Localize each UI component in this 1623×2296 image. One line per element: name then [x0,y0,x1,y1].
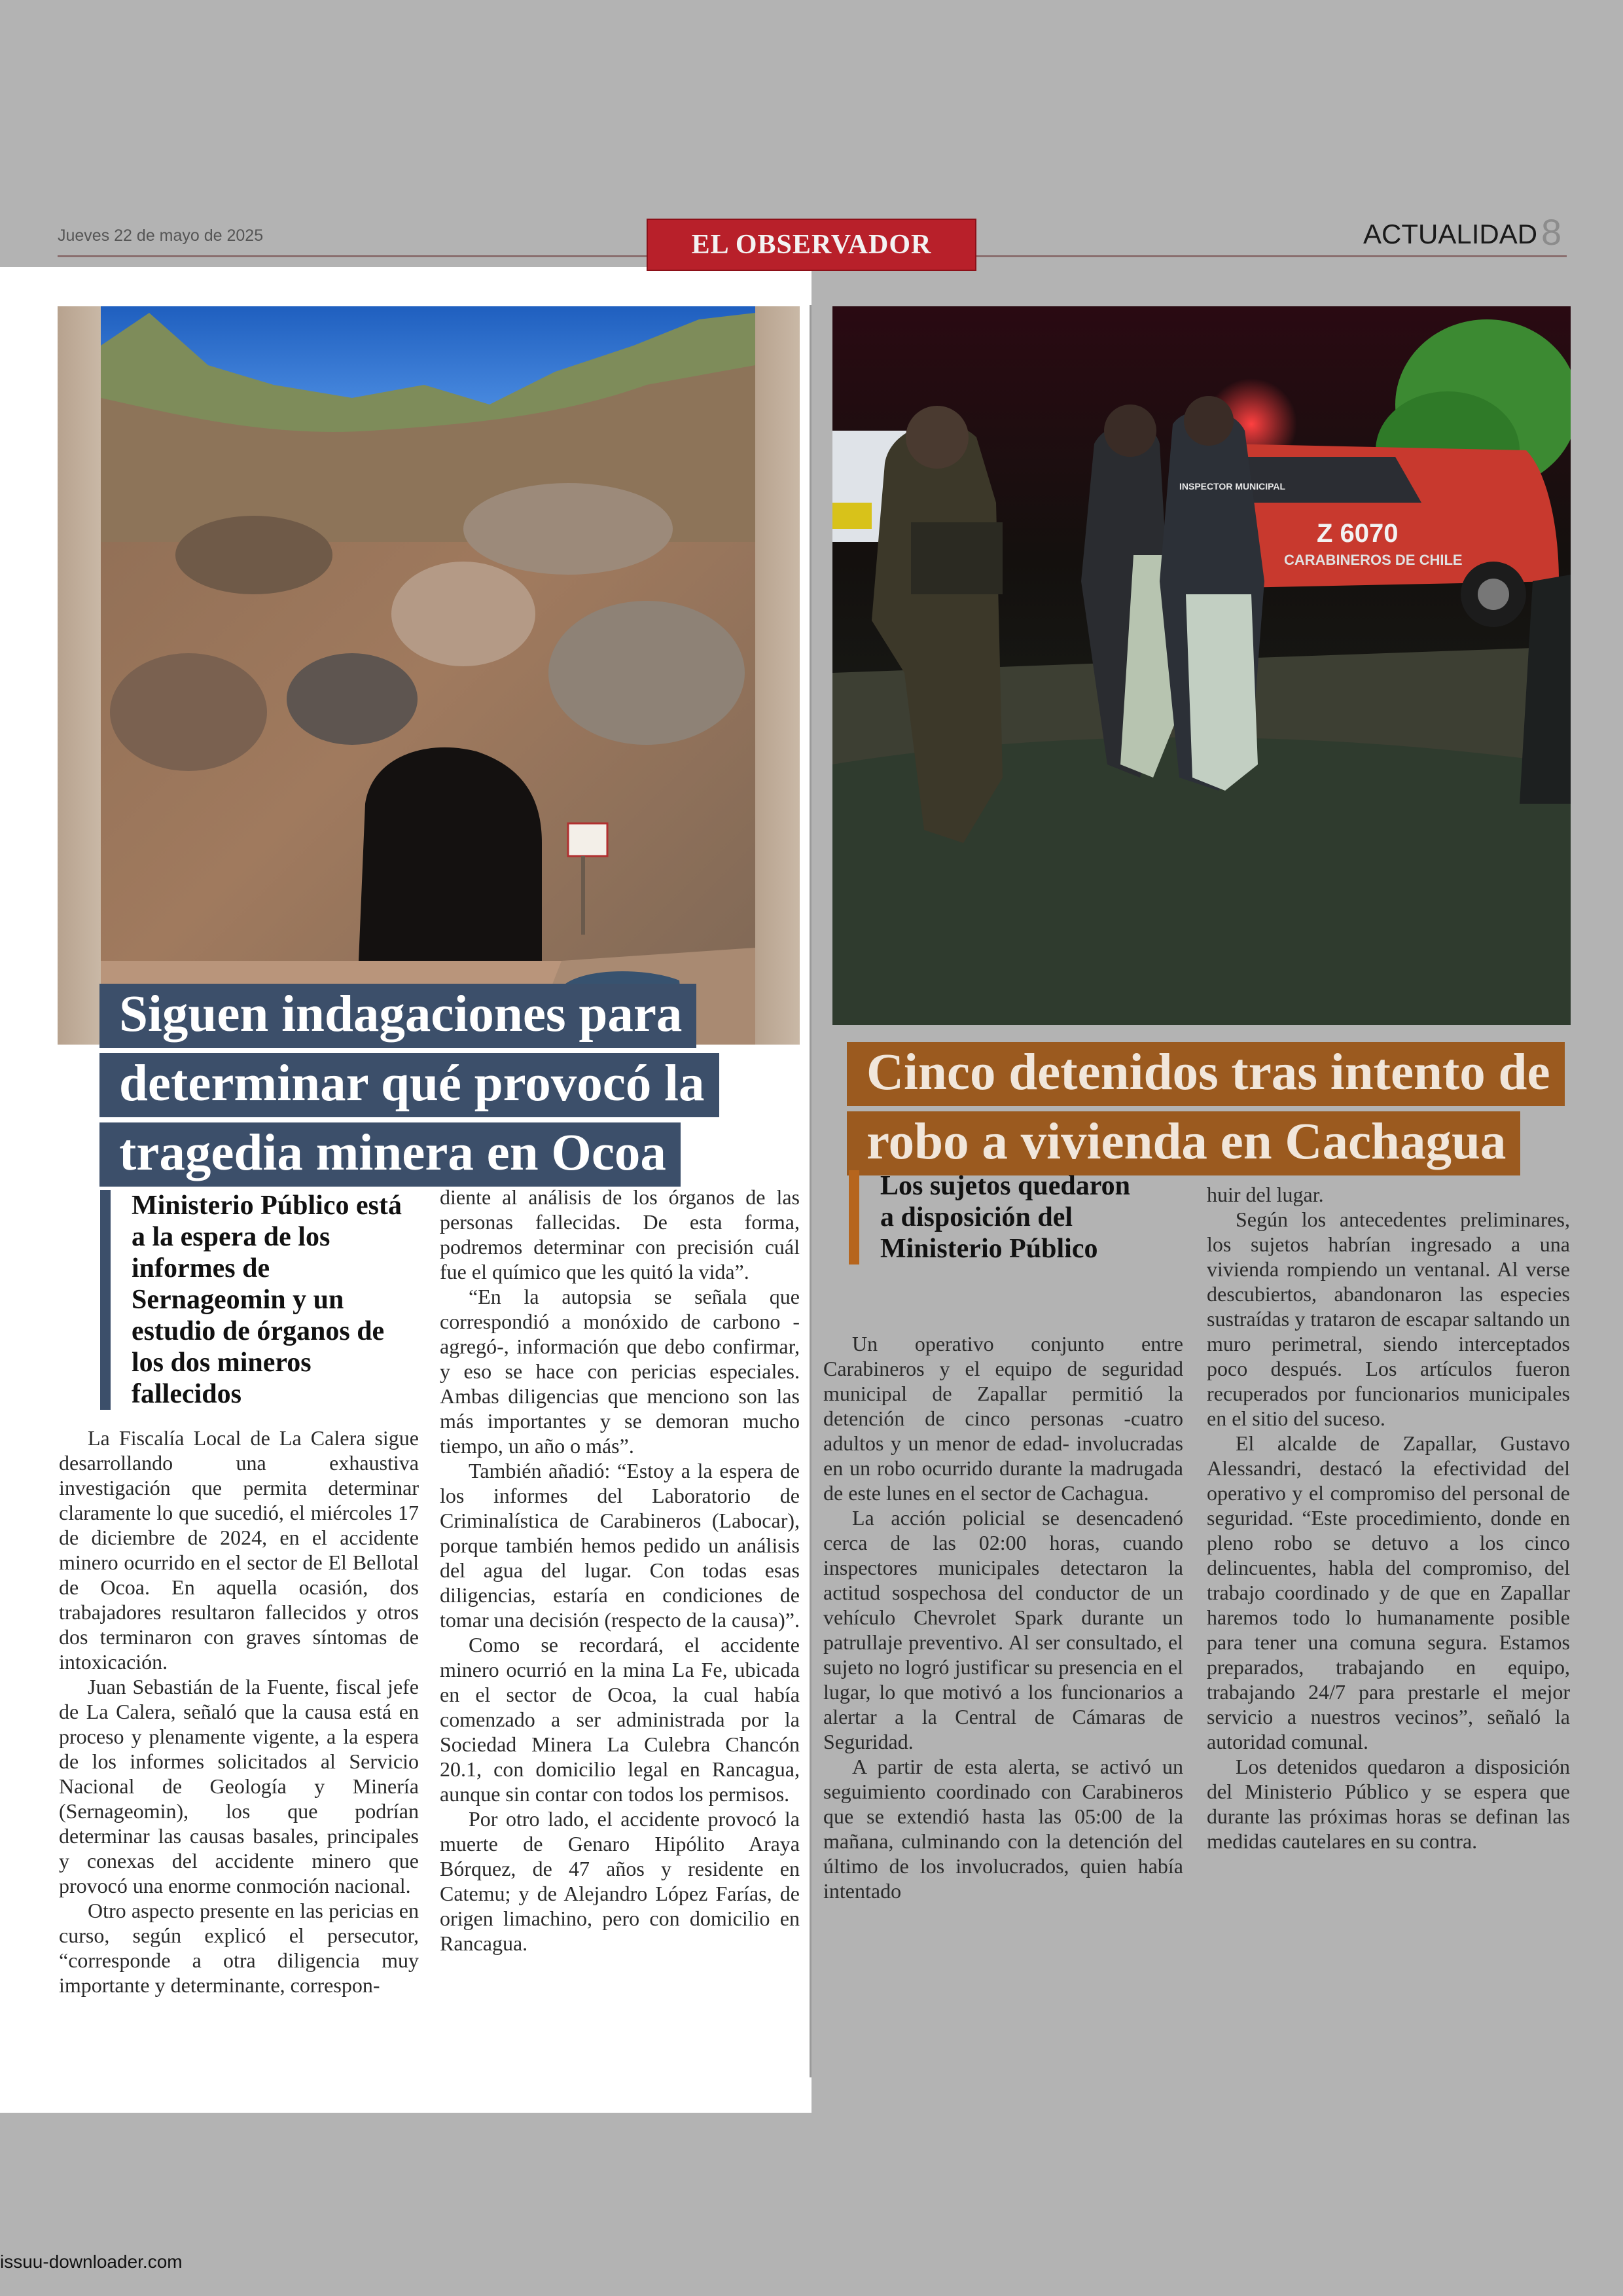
right-headline-line-1: Cinco detenidos tras intento de [847,1042,1565,1106]
paragraph: Otro aspecto presente en las pericias en curso, según explicó el persecutor, “corresponde a otra diligencia muy importante y determinante, correspon- [59,1899,419,1997]
page-number: 8 [1541,211,1562,253]
police-operation-photo [832,306,1571,1025]
paragraph: diente al análisis de los órganos de las personas fallecidas. De esta forma, podremos determinar con precisión cuál fue el químico que les quitó la vida”. [440,1185,800,1283]
right-article-column-2 [1207,1182,1570,1854]
paragraph: huir del lugar. [1207,1183,1324,1206]
left-headline-line-1: Siguen indagaciones para [99,984,696,1048]
mine-entrance-photo [58,306,800,1045]
vehicle-door-text: CARABINEROS DE CHILE [1284,552,1463,568]
right-headline [847,1042,1565,1181]
paragraph: La acción policial se desencadenó cerca de las 02:00 horas, cuando inspectores municipales detectaron la actitud sospechosa del conductor de un vehículo Chevrolet Spark durante un patrullaje preventivo. Al ser consultado, el sujeto no logró justificar su presencia en el lugar, lo que motivó a los funcionarios a alertar a la Central de Cámaras de Seguridad. [823,1506,1183,1753]
paragraph: Como se recordará, el accidente minero ocurrió en la mina La Fe, ubicada en el sector de Ocoa, la cual había comenzado a ser administrada por la Sociedad Minera La Culebra Chancón 20.1, con domicilio legal en Rancagua, aunque sin contar con todos los permisos. [440,1633,800,1806]
left-headline-line-2: determinar qué provocó la [99,1053,719,1117]
section-label: ACTUALIDAD [1363,219,1538,249]
column-divider [810,305,812,2077]
paragraph: Según los antecedentes preliminares, los sujetos habrían ingresado a una vivienda rompiendo un ventanal. Al verse descubiertos, abandonaron las especies sustraídas y trataron de escapar saltando un muro perimetral, siendo interceptados poco después. Los artículos fueron recuperados por funcionarios municipales en el sitio del suceso. [1207,1208,1570,1430]
right-article-column-1 [823,1331,1183,1903]
left-subhead: Ministerio Público está a la espera de los informes de Sernageomin y un estudio de órganos de los dos mineros fallecidos [100,1190,408,1410]
paragraph: Por otro lado, el accidente provocó la muerte de Genaro Hipólito Araya Bórquez, de 47 años y residente en Catemu; y de Alejandro López Farías, de origen limachino, pero con domicilio en Rancagua. [440,1807,800,1955]
paragraph: El alcalde de Zapallar, Gustavo Alessandri, destacó la efectividad del operativo y el compromiso del personal de seguridad. “Este procedimiento, donde en pleno robo se detuvo a los cinco delincuentes, habla del compromiso, del trabajo coordinado y de que en Zapallar haremos todo lo humanamente posible para tener una comuna segura. Estamos preparados, trabajando en equipo, trabajando 24/7 para prestarle el mejor servicio a nuestros vecinos”, señaló la autoridad comunal. [1207,1431,1570,1753]
paragraph: Los detenidos quedaron a disposición del Ministerio Público y se espera que durante las próximas horas se definan las medidas cautelares en su contra. [1207,1755,1570,1853]
left-article-column-2 [440,1185,800,1956]
right-subhead: Los sujetos quedaron a disposición del Ministerio Público [849,1170,1150,1265]
issue-date: Jueves 22 de mayo de 2025 [58,226,264,245]
paragraph: “En la autopsia se señala que correspondió a monóxido de carbono -agregó-, información que debo confirmar, y eso se hace con pericias especiales. Ambas diligencias que menciono son las más importantes y se demoran mucho tiempo, un año o más”. [440,1285,800,1458]
left-article-column-1 [59,1426,419,1998]
paragraph: Un operativo conjunto entre Carabineros y el equipo de seguridad municipal de Zapallar permitió la detención de cinco personas -cuatro adultos y un menor de edad- involucradas en un robo ocurrido durante la madrugada de este lunes en el sector de Cachagua. [823,1332,1183,1505]
masthead [647,219,976,271]
right-headline-line-2: robo a vivienda en Cachagua [847,1111,1520,1175]
paragraph: A partir de esta alerta, se activó un seguimiento coordinado con Carabineros que se extendió hasta las 05:00 de la mañana, culminando con la detención del último de los involucrados, quien había intentado [823,1755,1183,1903]
paragraph: También añadió: “Estoy a la espera de los informes del Laboratorio de Criminalística de Carabineros (Labocar), porque también hemos pedido un análisis del agua del lugar. Con todas esas diligencias, estaría en condiciones de tomar una decisión (respecto de la causa)”. [440,1459,800,1632]
paragraph: Juan Sebastián de la Fuente, fiscal jefe de La Calera, señaló que la causa está en proceso y plenamente vigente, a la espera de los informes solicitados al Servicio Nacional de Geología y Minería (Sernageomin), los que podrían determinar las causas basales, principales y conexas del accidente minero que provocó una enorme conmoción nacional. [59,1675,419,1897]
watermark: issuu-downloader.com [0,2251,183,2272]
paragraph: La Fiscalía Local de La Calera sigue desarrollando una exhaustiva investigación que permita determinar claramente lo que sucedió, el miércoles 17 de diciembre de 2024, en el accidente minero ocurrido en el sector de El Bellotal de Ocoa. En aquella ocasión, dos trabajadores resultaron fallecidos y otros dos terminaron con graves síntomas de intoxicación. [59,1426,419,1674]
vest-label-text: INSPECTOR MUNICIPAL [1179,481,1286,492]
left-headline [99,984,719,1192]
vehicle-plate-text: Z 6070 [1317,519,1399,548]
left-headline-line-3: tragedia minera en Ocoa [99,1122,681,1187]
masthead-title: EL OBSERVADOR [691,230,932,260]
